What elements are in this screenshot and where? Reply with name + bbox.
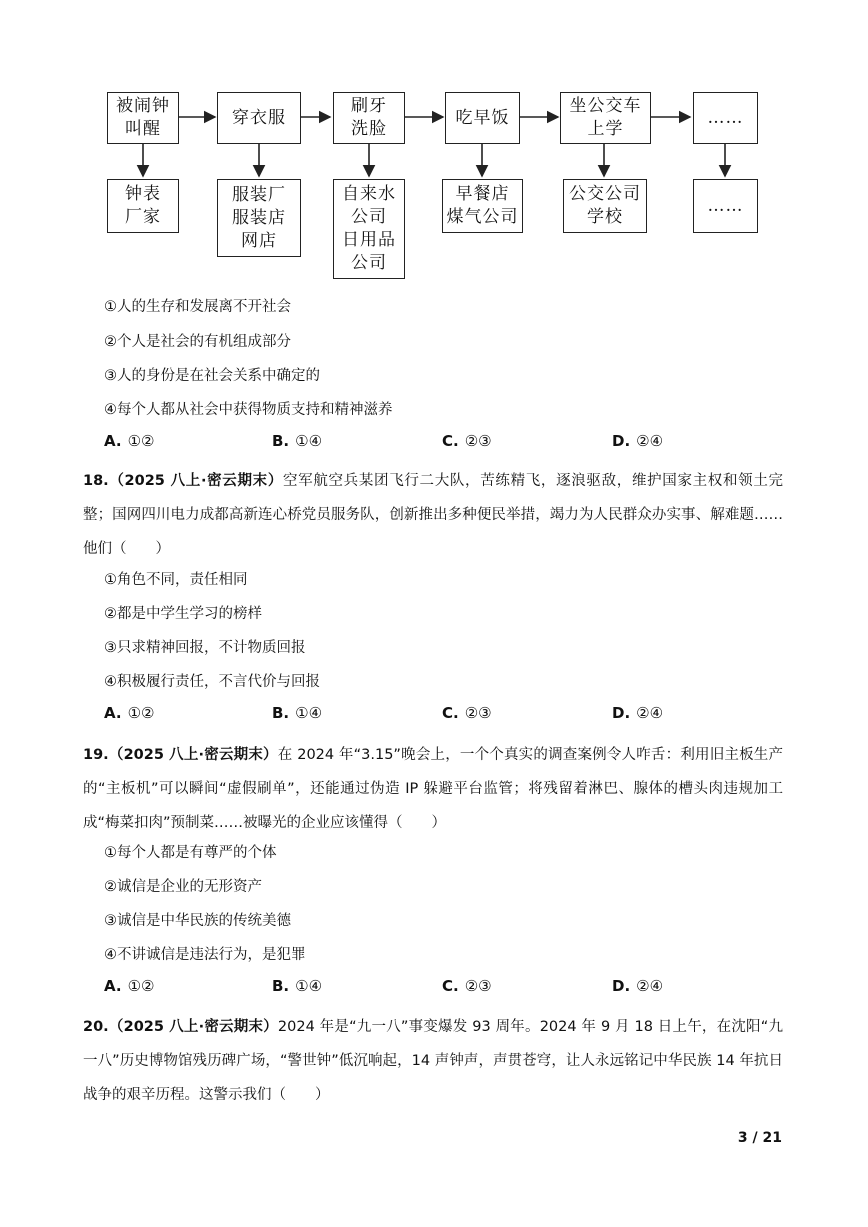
choice-c[interactable] [442,977,492,995]
question-text: 空军航空兵某团飞行二大队，苦练精飞，逐浪驱敌，维护国家主权和领土完整；国网四川电力成都高新连心桥党员服务队，创新推出多种便民举措，竭力为人民群众办实事、解难题……他们（ ） [83,473,783,557]
box-text: 上学 [587,119,624,139]
question-number: 18. [83,473,109,489]
choice-a[interactable] [104,704,155,722]
question-number: 20. [83,1019,109,1035]
flow-box-utilities [333,179,405,279]
choice-b[interactable] [272,704,322,722]
box-text: 服装厂 [232,184,286,205]
q18-stem [83,464,783,566]
q18-choices [104,704,704,728]
choice-letter: C. [442,704,459,722]
choice-value: ①④ [295,432,323,450]
choice-c[interactable] [442,704,492,722]
question-source: （2025 八上·密云期末） [108,747,278,763]
box-text: 公司 [351,253,387,273]
flow-box-clock-maker [107,179,179,233]
choice-value: ②③ [464,704,492,722]
box-text: 被闹钟 [116,96,170,116]
box-text: …… [707,107,744,128]
choice-value: ①② [127,977,155,995]
choice-value: ①④ [295,977,323,995]
choice-d[interactable] [612,432,663,450]
box-text: 厂家 [125,207,161,227]
choice-value: ①④ [295,704,323,722]
q17-option-4: ④每个人都从社会中获得物质支持和精神滋养 [104,402,393,418]
flow-box-ellipsis-bottom [693,179,758,233]
q18-option-2: ②都是中学生学习的榜样 [104,606,262,622]
choice-a[interactable] [104,977,155,995]
q18-option-1: ①角色不同，责任相同 [104,572,248,588]
choice-letter: A. [104,704,122,722]
choice-letter: D. [612,432,631,450]
box-text: 自来水 [342,184,396,204]
choice-letter: D. [612,704,631,722]
q19-choices [104,977,704,1001]
box-text: 煤气公司 [446,207,519,227]
choice-d[interactable] [612,977,663,995]
choice-letter: B. [272,432,290,450]
q19-option-2: ②诚信是企业的无形资产 [104,879,262,895]
choice-letter: A. [104,977,122,995]
choice-b[interactable] [272,977,322,995]
choice-letter: B. [272,977,290,995]
choice-value: ②④ [636,704,664,722]
flow-box-clothing [217,179,301,257]
choice-b[interactable] [272,432,322,450]
box-text: 早餐店 [455,184,510,204]
box-text: 叫醒 [125,119,161,139]
choice-d[interactable] [612,704,663,722]
q18-option-4: ④积极履行责任，不言代价与回报 [104,674,320,690]
box-text: 学校 [587,207,623,227]
q19-stem [83,738,783,840]
choice-value: ②④ [636,432,664,450]
flow-box-brush-teeth [333,92,405,144]
choice-value: ②③ [464,977,492,995]
question-source: （2025 八上·密云期末） [108,1019,278,1035]
box-text: 穿衣服 [232,107,286,128]
question-number: 19. [83,747,109,763]
flow-box-ellipsis [693,92,758,144]
box-text: 公司 [351,207,387,227]
choice-a[interactable] [104,432,155,450]
box-text: 钟表 [125,184,161,204]
box-text: 日用品 [342,230,396,250]
choice-letter: C. [442,432,459,450]
choice-letter: B. [272,704,290,722]
box-text: 洗脸 [351,119,387,139]
question-source: （2025 八上·密云期末） [108,473,283,489]
choice-value: ②③ [464,432,492,450]
box-text: 服装店 [232,207,286,228]
q19-option-4: ④不讲诚信是违法行为，是犯罪 [104,947,306,963]
flow-box-breakfast-shop [442,179,523,233]
q17-option-3: ③人的身份是在社会关系中确定的 [104,368,320,384]
flow-box-wake-up [107,92,179,144]
box-text: 公交公司 [569,184,641,204]
q19-option-3: ③诚信是中华民族的传统美德 [104,913,291,929]
question-text: 在 2024 年“3.15”晚会上，一个个真实的调查案例令人咋舌：利用旧主板生产的“主板机”可以瞬间“虚假刷单”，还能通过伪造 IP 躲避平台监管；将残留着淋巴、腺体的槽头肉违规加工成“梅菜扣肉”预制菜……被曝光的企业应该懂得（ ） [83,747,783,831]
choice-letter: C. [442,977,459,995]
choice-letter: D. [612,977,631,995]
flow-box-bus-company [563,179,647,233]
box-text: 吃早饭 [455,107,510,128]
diagram-arrows [0,0,868,290]
page-number: 3 / 21 [737,1130,782,1146]
q17-option-1: ①人的生存和发展离不开社会 [104,299,291,315]
q19-option-1: ①每个人都是有尊严的个体 [104,845,277,861]
flow-box-breakfast [445,92,520,144]
box-text: …… [707,195,744,216]
box-text: 刷牙 [351,96,387,116]
choice-c[interactable] [442,432,492,450]
flow-box-bus [560,92,651,144]
question-text: 2024 年是“九一八”事变爆发 93 周年。2024 年 9 月 18 日上午，在沈阳“九一八”历史博物馆残历碑广场，“警世钟”低沉响起，14 声钟声，声贯苍穹，让人永远铭记中华民族 14 年抗日战争的艰辛历程。这警示我们（ ） [83,1019,783,1103]
choice-value: ①② [127,704,155,722]
q17-option-2: ②个人是社会的有机组成部分 [104,334,291,350]
choice-value: ②④ [636,977,664,995]
choice-letter: A. [104,432,122,450]
q20-stem [83,1010,783,1112]
q17-choices [104,432,704,456]
q18-option-3: ③只求精神回报，不计物质回报 [104,640,306,656]
box-text: 网店 [241,230,277,251]
flow-box-dress [217,92,301,144]
choice-value: ①② [127,432,155,450]
box-text: 坐公交车 [569,96,642,116]
